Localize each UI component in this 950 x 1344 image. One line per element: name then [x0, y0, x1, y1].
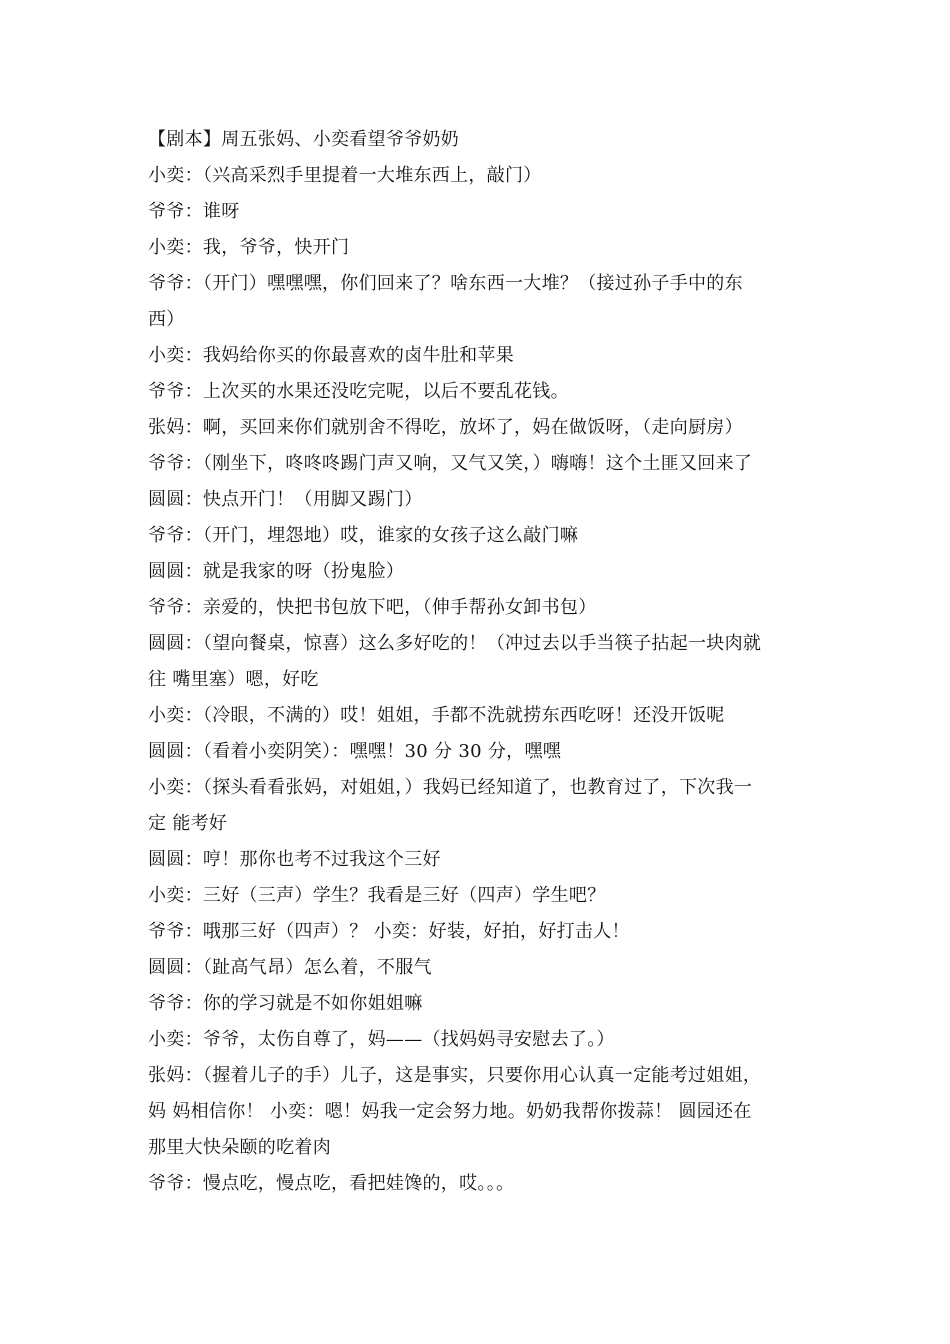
script-line: 圆圆：就是我家的呀（扮鬼脸） — [148, 561, 405, 582]
script-title: 【剧本】周五张妈、小奕看望爷爷奶奶 — [148, 129, 460, 150]
script-line: 小奕：我，爷爷，快开门 — [148, 237, 350, 258]
script-line: 那里大快朵颐的吃着肉 — [148, 1137, 331, 1158]
script-line: 圆圆：（望向餐桌，惊喜）这么多好吃的！（冲过去以手当筷子拈起一块肉就 — [148, 633, 762, 654]
script-line: 张妈：啊，买回来你们就别舍不得吃，放坏了，妈在做饭呀，（走向厨房） — [148, 417, 743, 438]
script-line: 往 嘴里塞）嗯，好吃 — [148, 669, 319, 690]
script-line: 爷爷：（开门）嘿嘿嘿，你们回来了？啥东西一大堆？（接过孙子手中的东 — [148, 273, 743, 294]
script-line: 爷爷：哦那三好（四声）？ 小奕：好装，好拍，好打击人！ — [148, 921, 630, 942]
script-line: 圆圆：（趾高气昂）怎么着，不服气 — [148, 957, 432, 978]
script-line: 爷爷：（开门，埋怨地）哎，谁家的女孩子这么敲门嘛 — [148, 525, 579, 546]
script-line: 小奕：（冷眼，不满的）哎！姐姐，手都不洗就捞东西吃呀！还没开饭呢 — [148, 705, 725, 726]
script-line: 张妈：（握着儿子的手）儿子，这是事实，只要你用心认真一定能考过姐姐， — [148, 1065, 762, 1086]
script-line: 西） — [148, 309, 185, 330]
script-line: 小奕：三好（三声）学生？我看是三好（四声）学生吧？ — [148, 885, 606, 906]
script-line: 妈 妈相信你！ 小奕：嗯！妈我一定会努力地。奶奶我帮你拨蒜！ 圆园还在 — [148, 1101, 752, 1122]
script-line: 爷爷：谁呀 — [148, 201, 240, 222]
script-line: 小奕：爷爷，太伤自尊了，妈——（找妈妈寻安慰去了。） — [148, 1029, 615, 1050]
script-line: 爷爷：你的学习就是不如你姐姐嘛 — [148, 993, 423, 1014]
script-line: 爷爷：亲爱的，快把书包放下吧，（伸手帮孙女卸书包） — [148, 597, 597, 618]
script-line: 圆圆：快点开门！（用脚又踢门） — [148, 489, 423, 510]
script-line: 爷爷：上次买的水果还没吃完呢，以后不要乱花钱。 — [148, 381, 569, 402]
script-line: 小奕：（探头看看张妈，对姐姐，）我妈已经知道了，也教育过了，下次我一 — [148, 777, 753, 798]
script-line: 爷爷：（刚坐下，咚咚咚踢门声又响，又气又笑，）嗨嗨！这个土匪又回来了 — [148, 453, 753, 474]
script-line: 爷爷：慢点吃，慢点吃，看把娃馋的，哎。。。 — [148, 1173, 515, 1194]
script-line: 圆圆：哼！那你也考不过我这个三好 — [148, 849, 441, 870]
script-line: 小奕：我妈给你买的你最喜欢的卤牛肚和苹果 — [148, 345, 514, 366]
script-line: 定 能考好 — [148, 813, 228, 834]
script-line: 小奕：（兴高采烈手里提着一大堆东西上，敲门） — [148, 165, 542, 186]
script-line: 圆圆：（看着小奕阴笑）：嘿嘿！30 分 30 分，嘿嘿 — [148, 741, 562, 762]
script-body — [148, 122, 804, 1202]
